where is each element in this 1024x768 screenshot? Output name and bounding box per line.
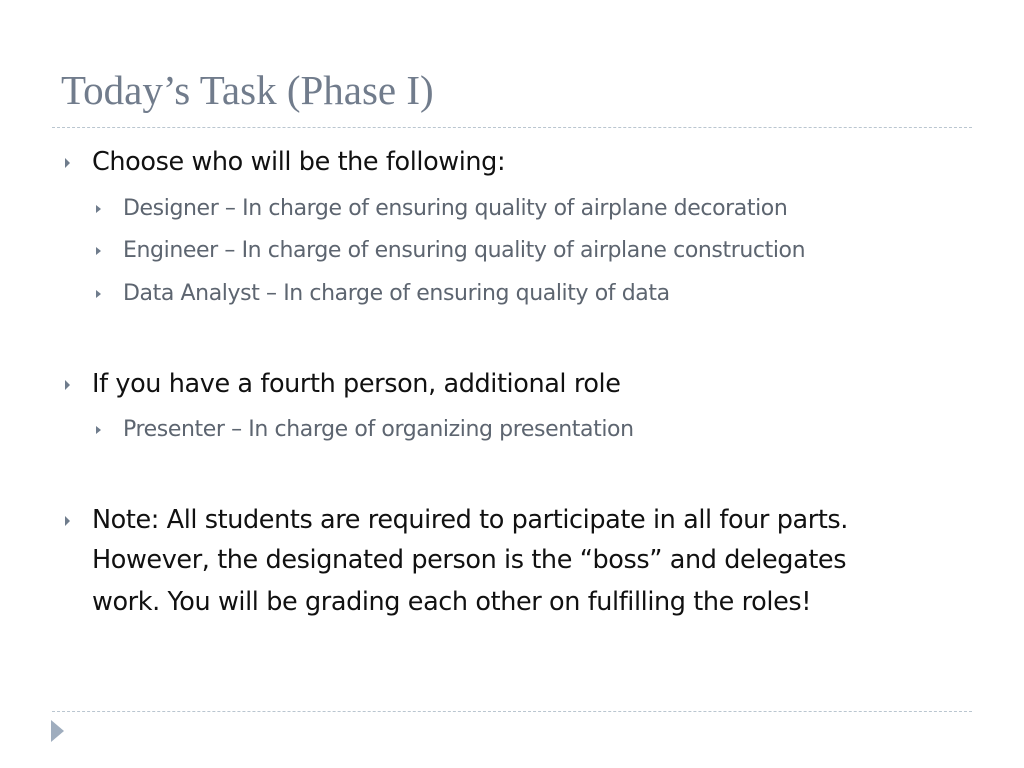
bullet-triangle-icon xyxy=(65,158,70,168)
note-line-2: However, the designated person is the “boss” and delegates xyxy=(92,545,847,575)
footer-divider xyxy=(52,711,972,712)
sub-bullet-text: Presenter – In charge of organizing presentation xyxy=(123,417,634,442)
bullet-text: If you have a fourth person, additional role xyxy=(92,369,621,399)
slide-title: Today’s Task (Phase I) xyxy=(61,67,434,113)
bullet-triangle-icon xyxy=(96,247,101,255)
note-line-1: Note: All students are required to participate in all four parts. xyxy=(92,505,849,535)
bullet-triangle-icon xyxy=(96,426,101,434)
note-line-3: work. You will be grading each other on fulfilling the roles! xyxy=(92,587,812,617)
sub-bullet-text: Engineer – In charge of ensuring quality of airplane construction xyxy=(123,238,806,263)
bullet-triangle-icon xyxy=(96,290,101,298)
bullet-triangle-icon xyxy=(65,516,70,526)
title-divider xyxy=(52,127,972,128)
sub-bullet-text: Designer – In charge of ensuring quality of airplane decoration xyxy=(123,196,788,221)
bullet-triangle-icon xyxy=(96,205,101,213)
bullet-text: Choose who will be the following: xyxy=(92,147,506,177)
bullet-triangle-icon xyxy=(65,380,70,390)
sub-bullet-text: Data Analyst – In charge of ensuring quality of data xyxy=(123,281,670,306)
footer-triangle-icon xyxy=(51,720,64,742)
